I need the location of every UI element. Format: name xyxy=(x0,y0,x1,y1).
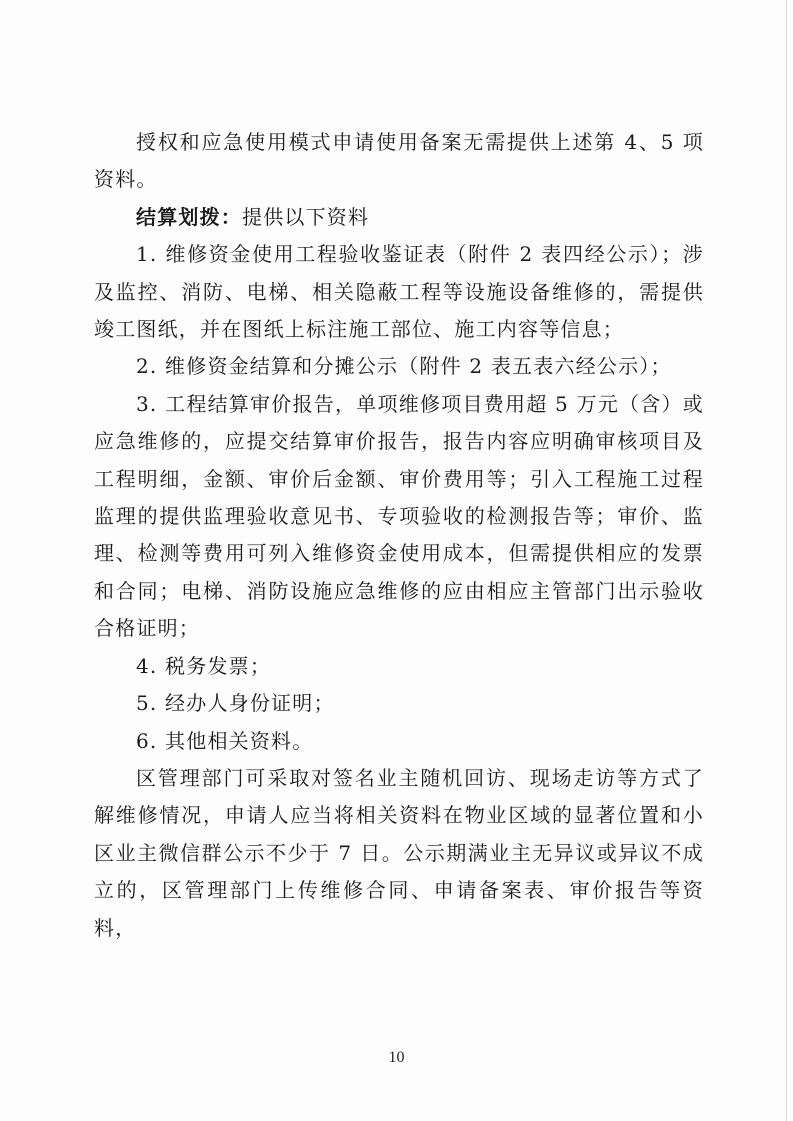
list-item-4: 4. 税务发票； xyxy=(136,653,272,678)
settlement-heading-label: 结算划拨： xyxy=(136,204,242,229)
list-item-3: 3. 工程结算审价报告，单项维修项目费用超 5 万元（含）或应急维修的，应提交结算审价报告，报告内容应明确审核项目及工程明细，金额、审价后金额、审价费用等；引入工程施工过程监理的提供监理验收意见书、专项验收的检测报告等；审价、监理、检测等费用可列入维修资金使用成本，但需提供相应的发票和合同；电梯、消防设施应急维修的应由相应主管部门出示验收合格证明； xyxy=(94,391,704,641)
page-number: 10 xyxy=(388,1049,405,1066)
paragraph-settlement-heading xyxy=(94,199,704,236)
list-item-1: 1. 维修资金使用工程验收鉴证表（附件 2 表四经公示）；涉及监控、消防、电梯、相关隐蔽工程等设施设备维修的，需提供竣工图纸，并在图纸上标注施工部位、施工内容等信息； xyxy=(94,242,704,342)
list-item-5: 5. 经办人身份证明； xyxy=(136,691,335,716)
paragraph-authorization-note: 授权和应急使用模式申请使用备案无需提供上述第 4、5 项资料。 xyxy=(94,130,704,192)
list-item-6: 6. 其他相关资料。 xyxy=(136,728,314,753)
settlement-heading-text: 提供以下资料 xyxy=(242,204,370,229)
document-body xyxy=(94,124,704,947)
paragraph-review-process: 区管理部门可采取对签名业主随机回访、现场走访等方式了解维修情况，申请人应当将相关资料在物业区域的显著位置和小区业主微信群公示不少于 7 日。公示期满业主无异议或异议不成立的，区管理部门上传维修合同、申请备案表、审价报告等资料， xyxy=(94,765,704,940)
page-edge-line xyxy=(786,0,787,1121)
list-item-2: 2. 维修资金结算和分摊公示（附件 2 表五表六经公示）； xyxy=(136,354,672,379)
